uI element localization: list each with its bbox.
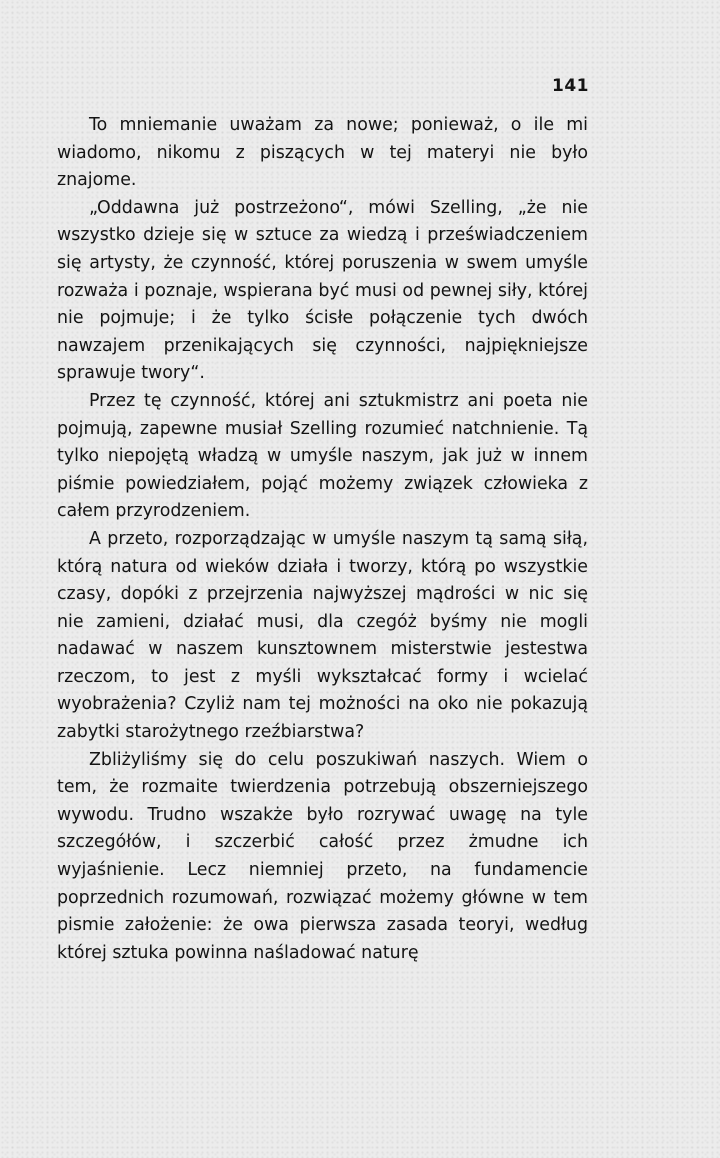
paragraph-1: To mniemanie uważam za nowe; ponieważ, o ile mi wiadomo, nikomu z piszących w tej materyi nie było znajome. bbox=[57, 115, 588, 191]
paragraph-3: Przez tę czynność, której ani sztukmistrz ani poeta nie pojmują, zapewne musiał Szelling rozumieć natchnienie. Tą tylko niepojętą władzą w umyśle naszym, jak już w innem piśmie powiedziałem, pojąć możemy związek człowieka z całem przyrodzeniem. bbox=[57, 390, 588, 522]
paragraph-2: „Oddawna już postrzeżono“, mówi Szelling, „że nie wszystko dzieje się w sztuce za wiedzą i przeświadczeniem się artysty, że czynność, której poruszenia w swem umyśle rozważa i poznaje, wspierana być musi od pewnej siły, której nie pojmuje; i że tylko ścisłe połączenie tych dwóch nawzajem przenikających się czynności, najpiękniejsze sprawuje twory“. bbox=[57, 197, 588, 384]
paragraph-4: A przeto, rozporządzając w umyśle naszym tą samą siłą, którą natura od wieków działa i tworzy, którą po wszystkie czasy, dopóki z przejrzenia najwyższej mądrości w nic się nie zamieni, działać musi, dla czegóż byśmy nie mogli nadawać w naszem kunsztownem misterstwie jestestwa rzeczom, to jest z myśli wykształcać formy i wcielać wyobrażenia? Czyliż nam tej możności na oko nie pokazują zabytki starożytnego rzeźbiarstwa? bbox=[57, 528, 588, 743]
body-text bbox=[57, 112, 588, 967]
page-number: 141 bbox=[552, 76, 589, 96]
paragraph-5: Zbliżyliśmy się do celu poszukiwań naszych. Wiem o tem, że rozmaite twierdzenia potrzebują obszerniejszego wywodu. Trudno wszakże było rozrywać uwagę na tyle szczegółów, i szczerbić całość przez żmudne ich wyjaśnienie. Lecz niemniej przeto, na fundamencie poprzednich rozumowań, rozwiązać możemy główne w tem pismie założenie: że owa pierwsza zasada teoryi, według której sztuka powinna naśladować naturę bbox=[57, 749, 588, 963]
